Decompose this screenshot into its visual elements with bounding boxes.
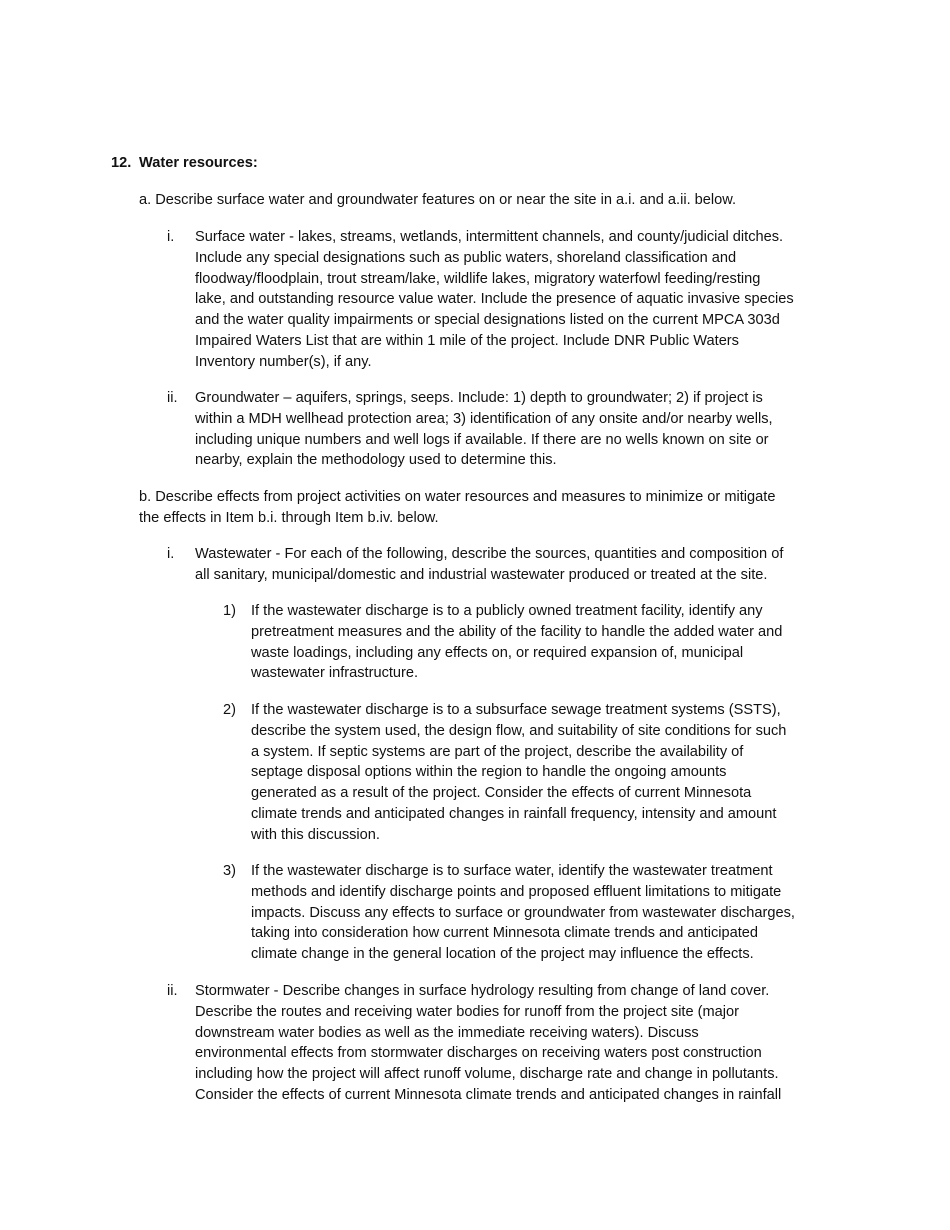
text-line: septage disposal options within the region to handle the ongoing amounts [251,764,727,781]
text-line: within a MDH wellhead protection area; 3) identification of any onsite and/or nearby wells, [195,410,773,427]
text-line: the effects in Item b.i. through Item b.iv. below. [139,509,439,526]
text-line: b. Describe effects from project activities on water resources and measures to minimize or mitigate [139,489,776,505]
list-marker: ii. [167,983,178,999]
text-line: pretreatment measures and the ability of the facility to handle the added water and [251,623,783,640]
text-line: climate trends and anticipated changes in rainfall frequency, intensity and amount [251,805,777,822]
text-line: waste loadings, including any effects on, or required expansion of, municipal [251,644,744,661]
list-marker: ii. [167,390,178,406]
text-line: floodway/floodplain, trout stream/lake, wildlife lakes, migratory waterfowl feeding/resting [195,270,761,287]
section-number: 12. [111,155,132,171]
text-line: environmental effects from stormwater discharges on receiving waters post construction [195,1045,762,1062]
stormwater-paragraph [195,981,781,1106]
text-line: lake, and outstanding resource value water. Include the presence of aquatic invasive species [195,291,794,308]
list-marker: 2) [223,702,236,718]
text-line: Stormwater - Describe changes in surface hydrology resulting from change of land cover. [195,983,770,999]
text-line: downstream water bodies as well as the immediate receiving waters). Discuss [195,1024,699,1041]
part-a-intro: a. Describe surface water and groundwater features on or near the site in a.i. and a.ii. below. [139,192,737,208]
text-line: and the water quality impairments or special designations listed on the current MPCA 303d [195,312,780,329]
wastewater-item-2 [251,700,786,846]
text-line: a system. If septic systems are part of the project, describe the availability of [251,743,744,760]
text-line: generated as a result of the project. Consider the effects of current Minnesota [251,785,752,802]
wastewater-paragraph [195,544,783,586]
part-b-intro [139,487,775,529]
list-marker: i. [167,546,175,562]
text-line: wastewater infrastructure. [251,665,419,682]
text-line: Describe the routes and receiving water bodies for runoff from the project site (major [195,1003,740,1020]
text-line: Consider the effects of current Minnesota climate trends and anticipated changes in rainfall [195,1086,782,1103]
text-line: Inventory number(s), if any. [195,353,372,370]
wastewater-item-1 [251,601,782,684]
text-line: methods and identify discharge points and proposed effluent limitations to mitigate [251,883,782,900]
text-line: Surface water - lakes, streams, wetlands, intermittent channels, and county/judicial ditches. [195,229,784,245]
wastewater-item-3 [251,861,795,965]
text-line: Impaired Waters List that are within 1 mile of the project. Include DNR Public Waters [195,332,739,349]
text-line: taking into consideration how current Minnesota climate trends and anticipated [251,925,759,942]
list-marker: i. [167,229,175,245]
text-line: nearby, explain the methodology used to determine this. [195,452,557,469]
text-line: all sanitary, municipal/domestic and industrial wastewater produced or treated at the site. [195,566,768,583]
text-line: climate change in the general location of the project may influence the effects. [251,946,754,963]
list-marker: 1) [223,603,236,619]
surface-water-paragraph [195,227,794,373]
text-line: with this discussion. [251,826,380,843]
text-line: impacts. Discuss any effects to surface or groundwater from wastewater discharges, [251,904,795,921]
text-line: If the wastewater discharge is to a subsurface sewage treatment systems (SSTS), [251,702,781,718]
text-line: If the wastewater discharge is to a publicly owned treatment facility, identify any [251,603,763,619]
text-line: describe the system used, the design flow, and suitability of site conditions for such [251,722,787,739]
list-marker: 3) [223,863,236,879]
text-line: If the wastewater discharge is to surface water, identify the wastewater treatment [251,863,773,879]
text-line: Include any special designations such as public waters, shoreland classification and [195,249,737,266]
text-line: including how the project will affect runoff volume, discharge rate and change in pollutants. [195,1066,779,1083]
section-title: Water resources: [139,155,258,171]
text-line: including unique numbers and well logs if available. If there are no wells known on site or [195,431,769,448]
text-line: Wastewater - For each of the following, describe the sources, quantities and composition of [195,546,784,562]
text-line: Groundwater – aquifers, springs, seeps. Include: 1) depth to groundwater; 2) if project is [195,390,763,406]
groundwater-paragraph [195,388,773,471]
